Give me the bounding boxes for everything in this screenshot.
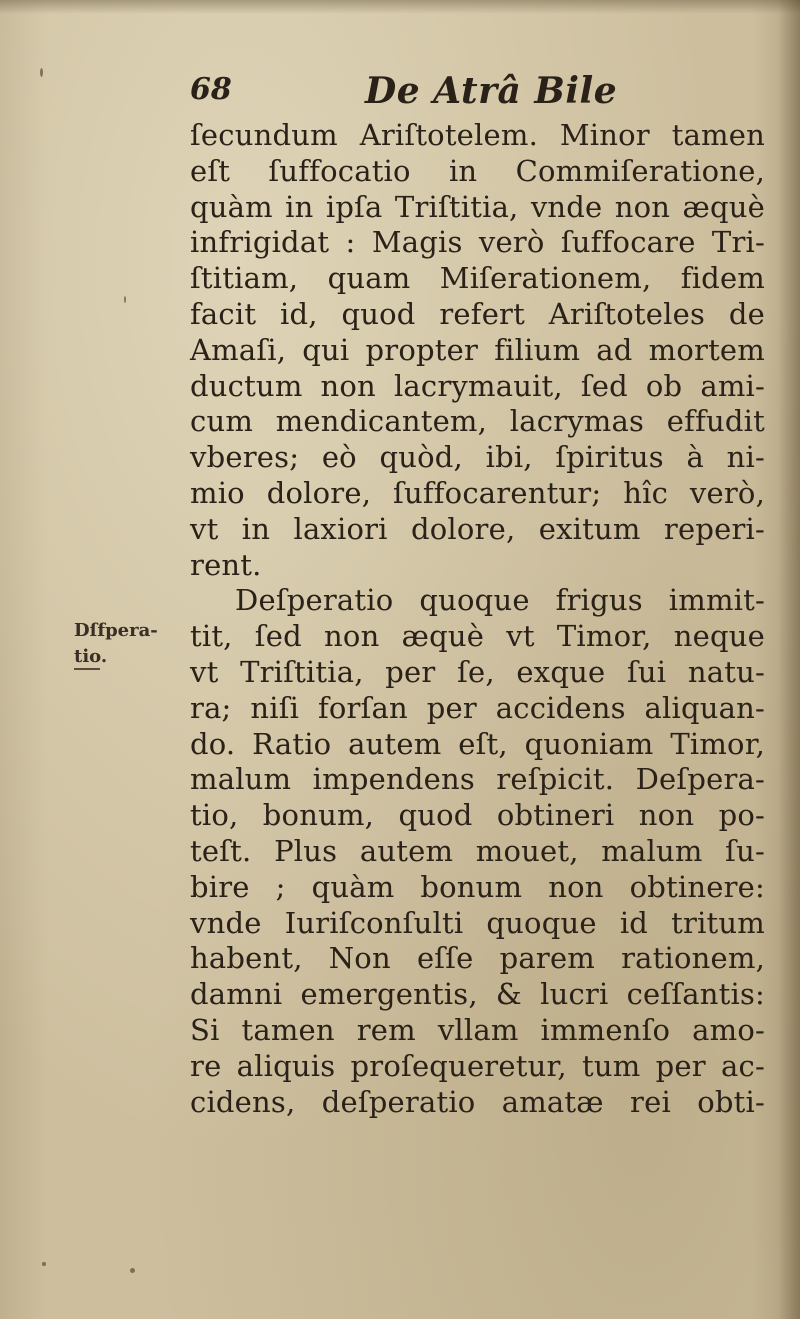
- text-line: ſecundum Ariſtotelem. Minor tamen: [190, 118, 765, 152]
- marginal-note: [74, 618, 164, 670]
- text-line: tio, bonum, quod obtineri non po-: [190, 798, 765, 833]
- text-line: cum mendicantem, lacrymas effudit: [190, 404, 765, 439]
- page-header: [190, 70, 750, 116]
- text-line: do. Ratio autem eſt, quoniam Timor,: [190, 726, 765, 761]
- marginal-note-line-2: tio.: [74, 646, 108, 667]
- text-line: teſt. Plus autem mouet, malum ſu-: [190, 833, 765, 868]
- paper-speck: [40, 68, 43, 77]
- text-line: ſtitiam, quam Miſerationem, fidem: [190, 261, 765, 296]
- text-line: cidens, deſperatio amatæ rei obti-: [190, 1084, 765, 1119]
- text-line: habent, Non eſſe parem rationem,: [190, 941, 765, 976]
- text-line: ductum non lacrymauit, ſed ob ami-: [190, 368, 765, 403]
- text-line: infrigidat : Magis verò ſuffocare Tri-: [190, 225, 765, 260]
- text-line: ra; niſi forſan per accidens aliquan-: [190, 690, 765, 725]
- page-top-edge-shadow: [0, 0, 800, 14]
- text-line: vt Triſtitia, per ſe, exque ſui natu-: [190, 654, 765, 689]
- text-line: rent.: [190, 547, 262, 582]
- paper-speck: [130, 1268, 135, 1273]
- running-title: De Atrâ Bile: [365, 70, 618, 112]
- body-text: [190, 118, 765, 1120]
- text-line: Si tamen rem vllam immenſo amo-: [190, 1012, 765, 1047]
- text-line: eſt ſuffocatio in Commiſeratione,: [190, 153, 765, 188]
- paper-speck: [42, 1262, 46, 1266]
- text-line: re aliquis proſequeretur, tum per ac-: [190, 1048, 765, 1083]
- page-right-edge-shadow: [778, 0, 800, 1319]
- text-line: vt in laxiori dolore, exitum reperi-: [190, 511, 765, 546]
- marginal-note-line-1: Dſfpera-: [74, 620, 158, 641]
- text-line: Deſperatio quoque frigus immit-: [235, 583, 765, 618]
- text-line: facit id, quod refert Ariſtoteles de: [190, 296, 765, 331]
- text-line: vberes; eò quòd, ibi, ſpiritus à ni-: [190, 440, 765, 475]
- text-line: damni emergentis, & lucri ceſſantis:: [190, 977, 765, 1012]
- text-line: tit, ſed non æquè vt Timor, neque: [190, 619, 765, 654]
- text-line: quàm in ipſa Triſtitia, vnde non æquè: [190, 189, 765, 224]
- text-line: mio dolore, ſuffocarentur; hîc verò,: [190, 475, 765, 510]
- page-number: 68: [190, 72, 232, 107]
- text-line: malum impendens reſpicit. Deſpera-: [190, 762, 765, 797]
- text-line: Amaſi, qui propter filium ad mortem: [190, 332, 765, 367]
- paper-speck: [124, 296, 126, 303]
- text-line: vnde Iuriſconſulti quoque id tritum: [190, 905, 765, 940]
- text-line: bire ; quàm bonum non obtinere:: [190, 869, 765, 904]
